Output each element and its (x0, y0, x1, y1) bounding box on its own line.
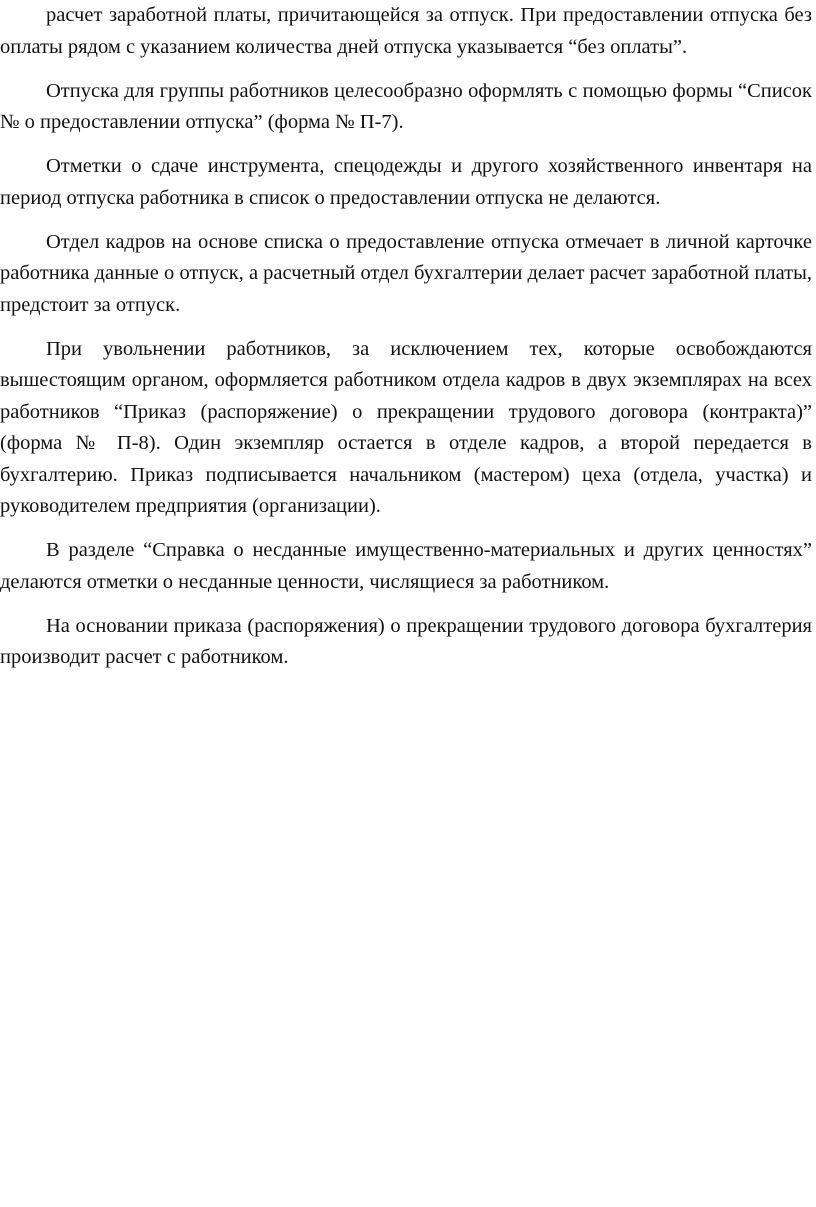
paragraph-vacation-pay-calculation: расчет заработной платы, причитающейся за отпуск. При предоставлении отпуска без оплаты рядом с указанием количества дней отпуска указывается “без оплаты”. (0, 4, 812, 58)
paragraph-unreturned-valuables: В разделе “Справка о несданные имущественно-материальных и других ценностях” делаются отметки о несданные ценности, числящиеся за работником. (0, 539, 812, 593)
paragraph-tool-return-notes: Отметки о сдаче инструмента, спецодежды и другого хозяйственного инвентаря на период отпуска работника в список о предоставлении отпуска не делаются. (0, 155, 812, 209)
paragraph-hr-department-records: Отдел кадров на основе списка о предоставление отпуска отмечает в личной карточке работника данные о отпуск, а расчетный отдел бухгалтерии делает расчет заработной платы, предстоит за отпуск. (0, 230, 812, 316)
paragraph-dismissal-order: При увольнении работников, за исключением тех, которые освобождаются вышестоящим органом, оформляется работником отдела кадров в двух экземплярах на всех работников “Приказ (распоряжение) о прекращении трудового договора (контракта)” (форма № П-8). Один экземпляр остается в отделе кадров, а второй передается в бухгалтерию. Приказ подписывается начальником (мастером) цеха (отдела, участка) и руководителем предприятия (организации). (0, 337, 812, 517)
paragraph-final-settlement: На основании приказа (распоряжения) о прекращении трудового договора бухгалтерия производит расчет с работником. (0, 614, 812, 668)
paragraph-group-vacation-form: Отпуска для группы работников целесообразно оформлять с помощью формы “Список № о предоставлении отпуска” (форма № П-7). (0, 79, 812, 133)
